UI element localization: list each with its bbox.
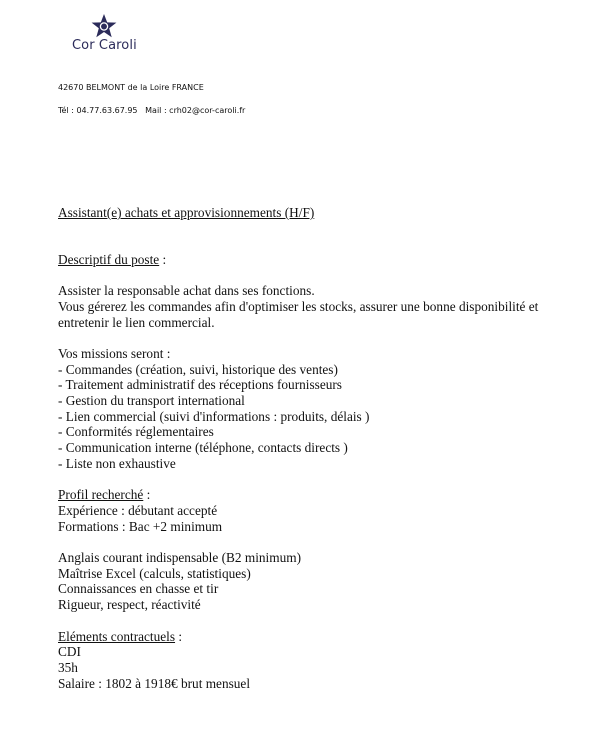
profile-heading: Profil recherché	[58, 487, 144, 503]
contract-heading: Eléments contractuels	[58, 628, 176, 644]
contract-line: 35h	[58, 659, 78, 675]
heading-colon: :	[175, 628, 183, 644]
description-heading: Descriptif du poste	[58, 251, 160, 267]
heading-colon: :	[143, 487, 151, 503]
profile-line: Formations : Bac +2 minimum	[58, 518, 223, 534]
skill-line: Maîtrise Excel (calculs, statistiques)	[58, 565, 251, 581]
skill-line: Rigueur, respect, réactivité	[58, 597, 201, 613]
mission-item: - Conformités réglementaires	[58, 424, 214, 440]
mission-item: - Liste non exhaustive	[58, 455, 176, 471]
contract-line: Salaire : 1802 à 1918€ brut mensuel	[58, 675, 251, 691]
job-title: Assistant(e) achats et approvisionnements (H/F)	[58, 205, 315, 220]
profile-heading-line	[58, 487, 538, 503]
missions-intro: Vos missions seront :	[58, 345, 171, 361]
logo-text: Cor Caroli	[72, 38, 137, 53]
mission-item: - Traitement administratif des réceptions fournisseurs	[58, 377, 342, 393]
company-contact: Tél : 04.77.63.67.95 Mail : crh02@cor-caroli.fr	[58, 106, 246, 115]
contract-heading-line	[58, 629, 538, 645]
mission-item: - Communication interne (téléphone, contacts directs )	[58, 440, 348, 456]
mission-item: - Lien commercial (suivi d'informations : produits, délais )	[58, 408, 370, 424]
star-icon	[91, 14, 117, 38]
skill-line: Anglais courant indispensable (B2 minimum)	[58, 550, 301, 565]
profile-line: Expérience : débutant accepté	[58, 502, 218, 518]
contract-line: CDI	[58, 644, 81, 660]
mission-item: - Gestion du transport international	[58, 393, 245, 408]
job-posting	[58, 205, 538, 691]
description-heading-line	[58, 252, 538, 268]
mission-item: - Commandes (création, suivi, historique des ventes)	[58, 361, 338, 377]
company-logo	[72, 14, 136, 53]
heading-colon: :	[159, 251, 167, 267]
skill-line: Connaissances en chasse et tir	[58, 581, 219, 597]
description-line: Vous gérerez les commandes afin d'optimiser les stocks, assurer une bonne disponibilité et	[58, 298, 539, 314]
description-line: Assister la responsable achat dans ses fonctions.	[58, 283, 315, 299]
description-line: entretenir le lien commercial.	[58, 314, 215, 330]
company-address: 42670 BELMONT de la Loire FRANCE	[58, 83, 204, 92]
